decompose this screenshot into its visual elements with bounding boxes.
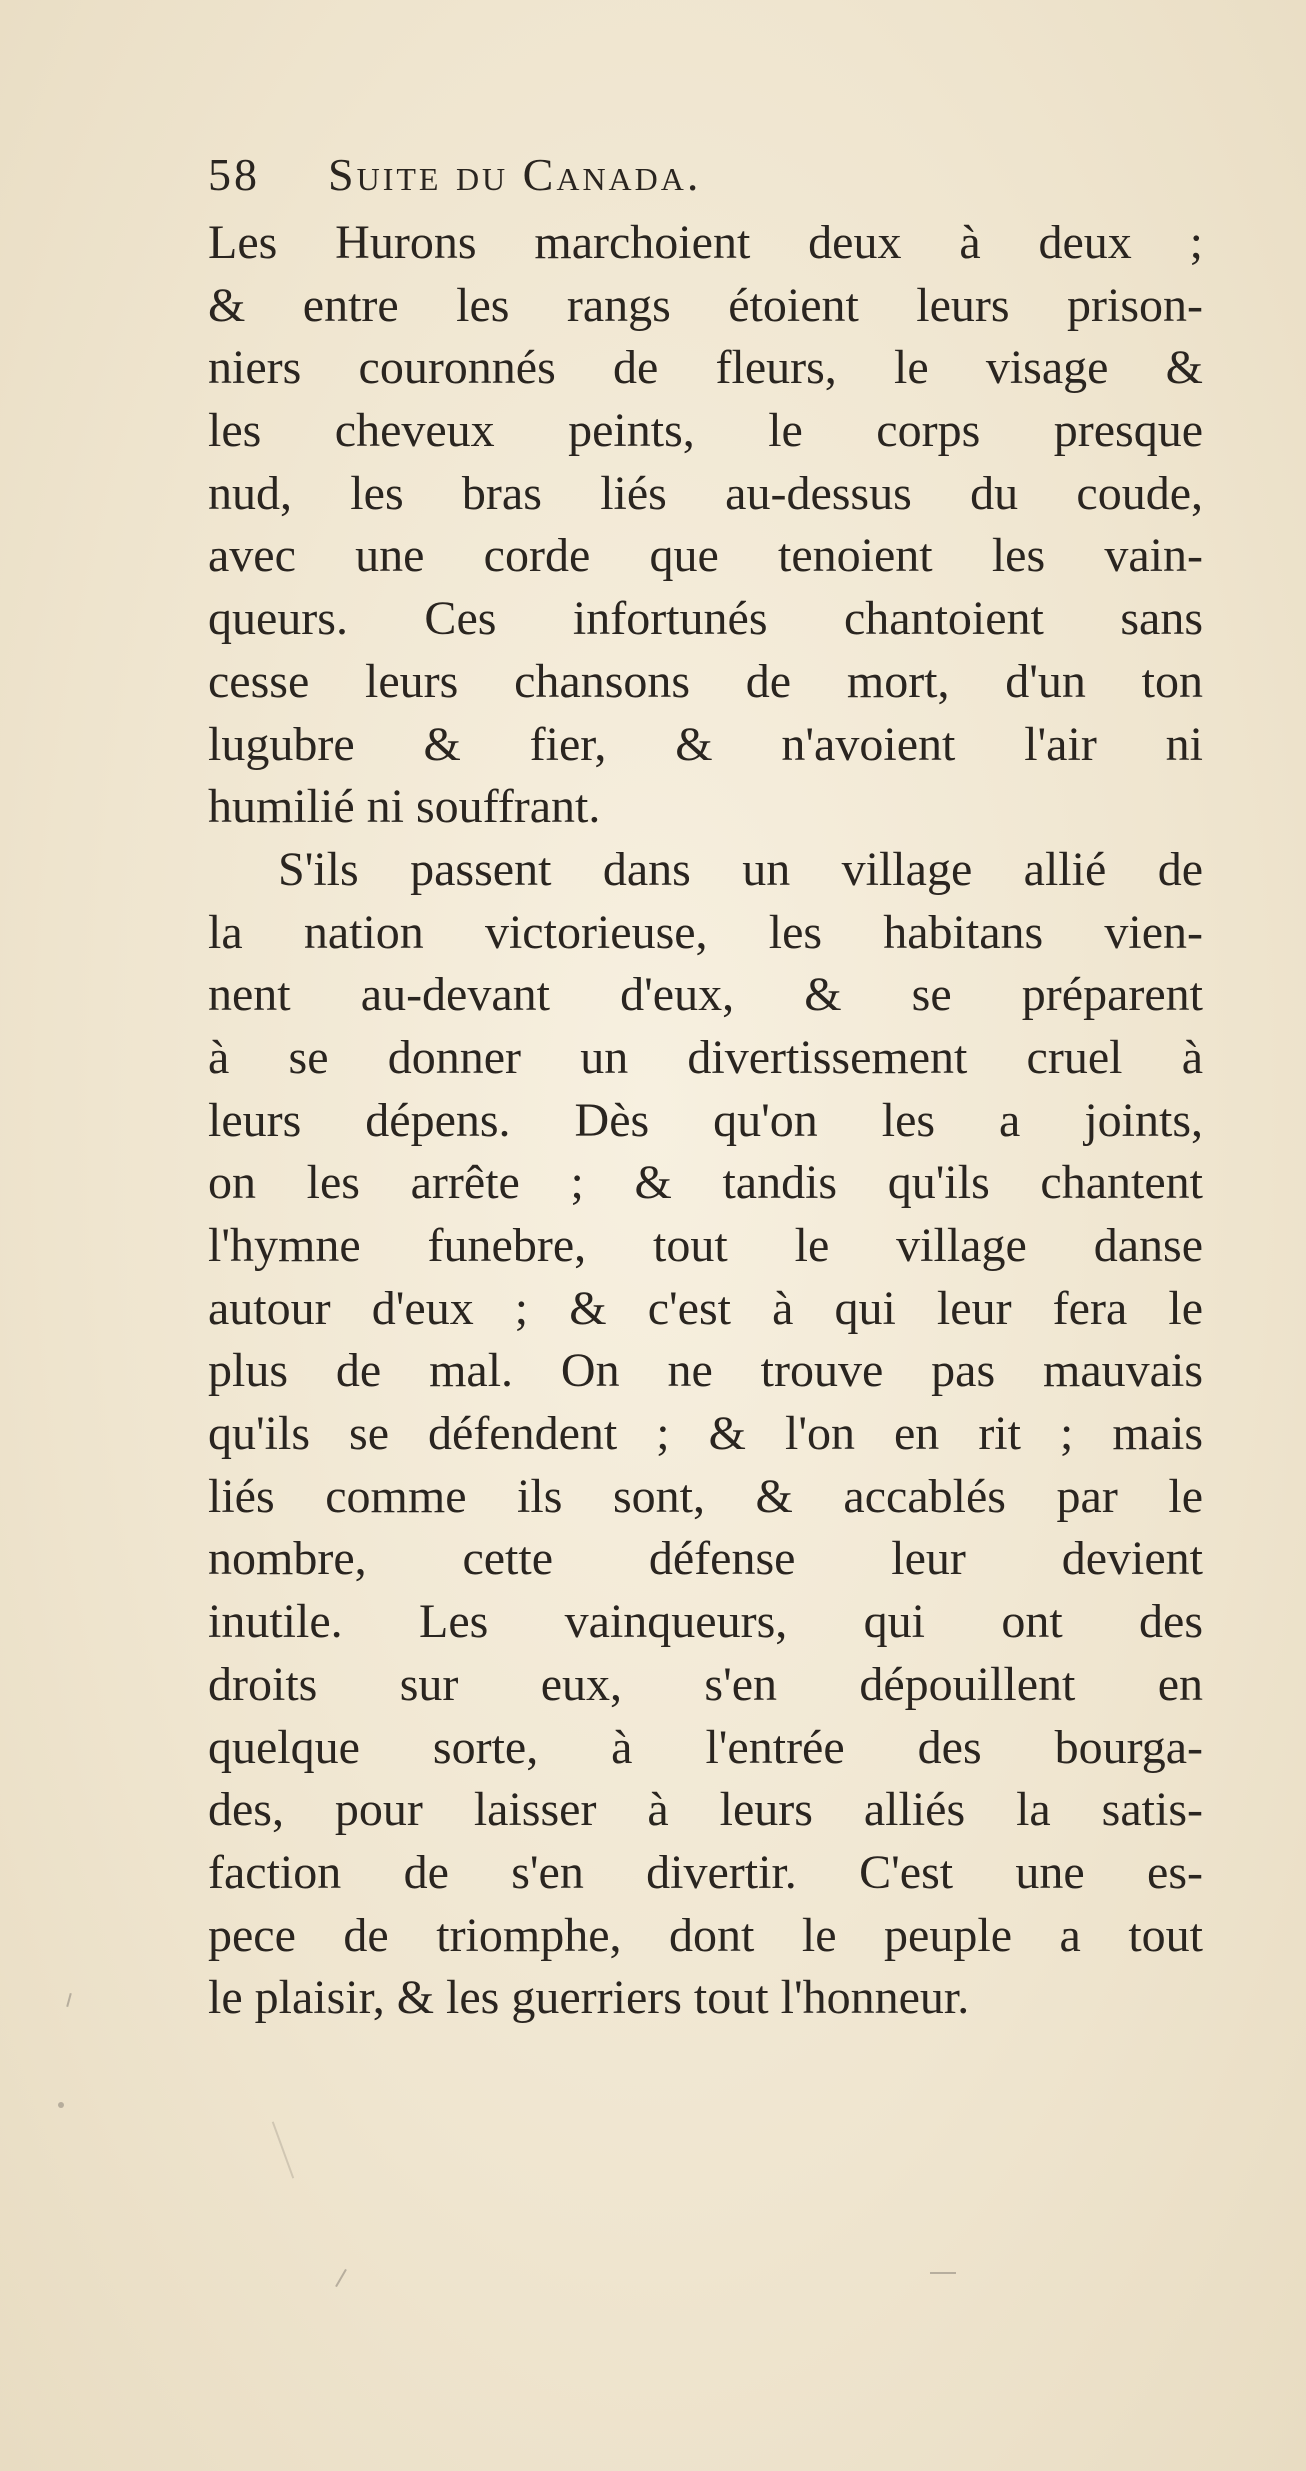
paragraph-2 [208,839,1203,2030]
text-line: leurs dépens. Dès qu'on les a joints, [208,1093,1203,1147]
body-text [208,212,1203,2030]
paper-speck [66,1993,72,2007]
running-title: Suite du Canada. [328,149,702,200]
text-line: nent au-devant d'eux, & se préparent [208,968,1203,1022]
page-number: 58 [208,149,260,200]
paragraph-1 [208,212,1203,839]
text-line: le plaisir, & les guerriers tout l'honneur. [208,1971,970,2025]
text-line: inutile. Les vainqueurs, qui ont des [208,1595,1203,1649]
text-line: liés comme ils sont, & accablés par le [208,1469,1203,1523]
text-line: l'hymne funebre, tout le village danse [208,1219,1203,1272]
paper-speck [58,2102,64,2108]
text-line: droits sur eux, s'en dépouillent en [208,1657,1203,1711]
text-line: autour d'eux ; & c'est à qui leur fera le [208,1281,1203,1335]
paper-speck [335,2269,347,2287]
text-line: les cheveux peints, le corps presque [208,404,1203,458]
text-line: Les Hurons marchoient deux à deux ; [208,216,1203,269]
text-line: pece de triomphe, dont le peuple a tout [208,1908,1203,1962]
text-line: faction de s'en divertir. C'est une es- [208,1845,1203,1899]
text-line: queurs. Ces infortunés chantoient sans [208,592,1203,646]
text-line: niers couronnés de fleurs, le visage & [208,341,1203,395]
text-line: qu'ils se défendent ; & l'on en rit ; mais [208,1407,1203,1461]
text-line: à se donner un divertissement cruel à [208,1030,1203,1084]
text-line: & entre les rangs étoient leurs prison- [208,278,1203,332]
text-line: quelque sorte, à l'entrée des bourga- [208,1720,1203,1774]
text-line: S'ils passent dans un village allié de [278,842,1203,896]
text-line: on les arrête ; & tandis qu'ils chantent [208,1156,1203,1210]
text-line: la nation victorieuse, les habitans vien- [208,905,1203,959]
paper-speck [930,2272,956,2274]
text-line: lugubre & fier, & n'avoient l'air ni [208,717,1203,771]
text-line: plus de mal. On ne trouve pas mauvais [208,1344,1203,1398]
text-line: cesse leurs chansons de mort, d'un ton [208,654,1203,708]
text-line: humilié ni souffrant. [208,780,601,834]
text-line: des, pour laisser à leurs alliés la satis- [208,1783,1203,1837]
page-header [208,148,1108,208]
text-line: nombre, cette défense leur devient [208,1532,1203,1586]
paper-speck [272,2121,294,2178]
text-line: nud, les bras liés au-dessus du coude, [208,466,1203,520]
text-line: avec une corde que tenoient les vain- [208,529,1203,583]
